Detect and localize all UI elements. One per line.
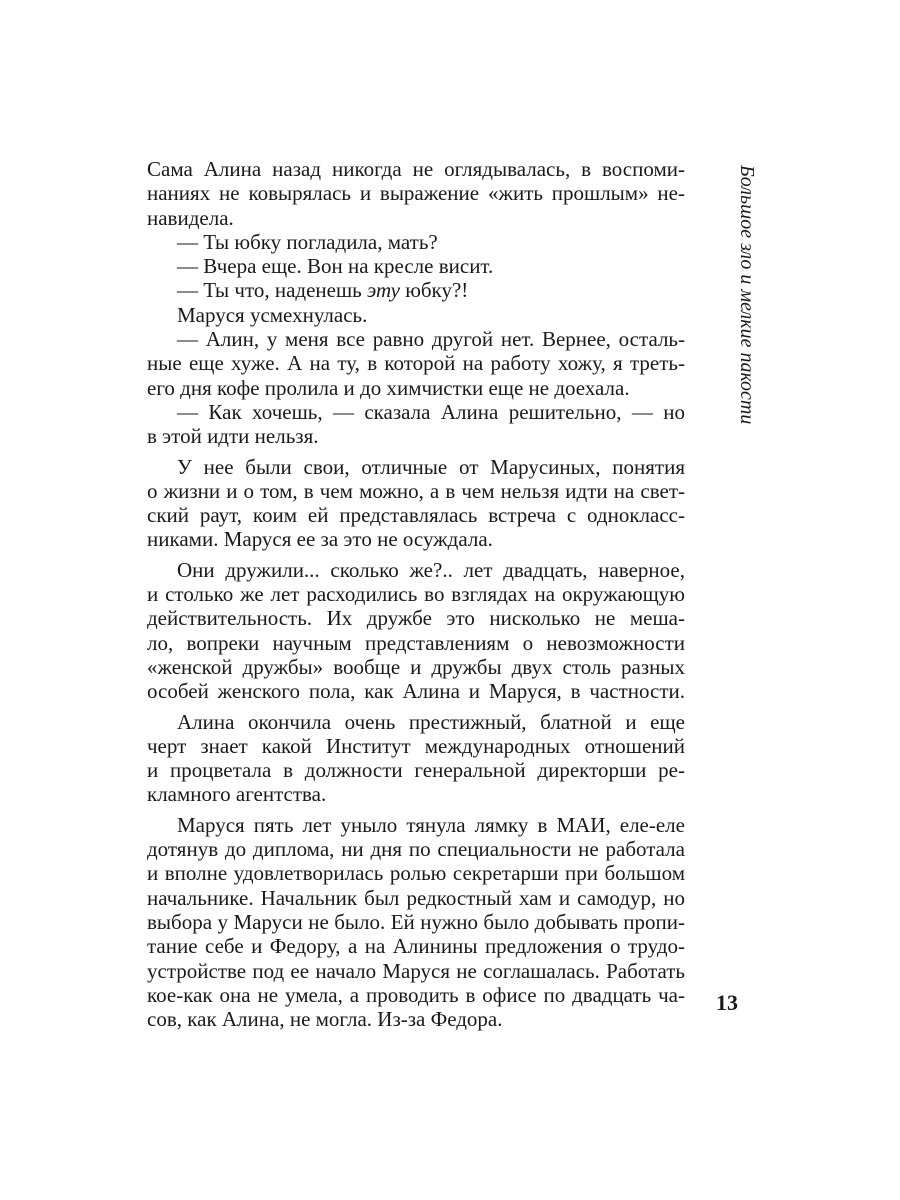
emphasis-word: эту [366, 278, 400, 303]
text-line: ные еще хуже. А на ту, в которой на работу хожу, я треть- [147, 351, 685, 376]
text-line: Они дружили... сколько же?.. лет двадцать, наверное, [177, 557, 685, 582]
text-line: никами. Маруся ее за это не осуждала. [147, 527, 493, 552]
text-line: — Алин, у меня все равно другой нет. Вернее, осталь- [177, 327, 685, 352]
text-line: Маруся пять лет уныло тянула лямку в МАИ, еле-еле [177, 812, 685, 837]
text-line: — Вчера еще. Вон на кресле висит. [177, 254, 494, 279]
text-fragment: — Ты что, наденешь [177, 278, 367, 303]
text-line: дотянув до диплома, ни дня по специальности не работала [147, 837, 685, 862]
text-line: кламного агентства. [147, 782, 327, 807]
text-line: устройстве под ее начало Маруся не соглашалась. Работать [147, 958, 685, 983]
text-line: навидела. [147, 205, 234, 230]
text-line: — Ты юбку погладила, мать? [177, 229, 438, 254]
text-line: и столько же лет расходились во взглядах на окружающую [147, 582, 685, 607]
text-line: — Как хочешь, — сказала Алина решительно, — но [177, 399, 685, 424]
text-line: Алина окончила очень престижный, блатной и еще [177, 709, 685, 734]
text-line: начальнике. Начальник был редкостный хам и самодур, но [147, 885, 685, 910]
text-line: Маруся усмехнулась. [177, 302, 368, 327]
running-head: Большое зло и мелкие пакости [736, 165, 758, 425]
text-line: его дня кофе пролила и до химчистки еще не доехала. [147, 375, 630, 400]
text-line: черт знает какой Институт международных отношений [147, 733, 685, 758]
text-line: Сама Алина назад никогда не оглядывалась, в воспоми- [147, 157, 685, 181]
text-line: и процветала в должности генеральной директорши ре- [147, 758, 685, 783]
text-line: тание себе и Федору, а на Алинины предложения о трудо- [147, 934, 685, 959]
body-text [147, 157, 685, 1031]
text-line: У нее были свои, отличные от Марусиных, понятия [177, 454, 685, 479]
text-line: сов, как Алина, не могла. Из-за Федора. [147, 1007, 503, 1032]
text-line: о жизни и о том, в чем можно, а в чем нельзя идти на свет- [147, 478, 685, 503]
text-fragment: юбку?! [399, 278, 469, 303]
text-line: наниях не ковырялась и выражение «жить прошлым» не- [147, 181, 685, 206]
text-line: кое-как она не умела, а проводить в офисе по двадцать ча- [147, 982, 685, 1007]
text-line [147, 278, 685, 302]
text-line: действительность. Их дружбе это нисколько не меша- [147, 606, 685, 631]
text-line: выбора у Маруси не было. Ей нужно было добывать пропи- [147, 909, 685, 934]
text-line: в этой идти нельзя. [147, 424, 319, 449]
text-line: ский раут, коим ей представлялась встреча с однокласс- [147, 503, 685, 528]
page-number: 13 [716, 990, 738, 1015]
text-line: особей женского пола, как Алина и Маруся, в частности. [147, 679, 685, 704]
text-line: «женской дружбы» вообще и дружбы двух столь разных [147, 654, 685, 679]
text-line: и вполне удовлетворилась ролью секретарши при большом [147, 861, 685, 886]
text-line: ло, вопреки научным представлениям о невозможности [147, 630, 685, 655]
